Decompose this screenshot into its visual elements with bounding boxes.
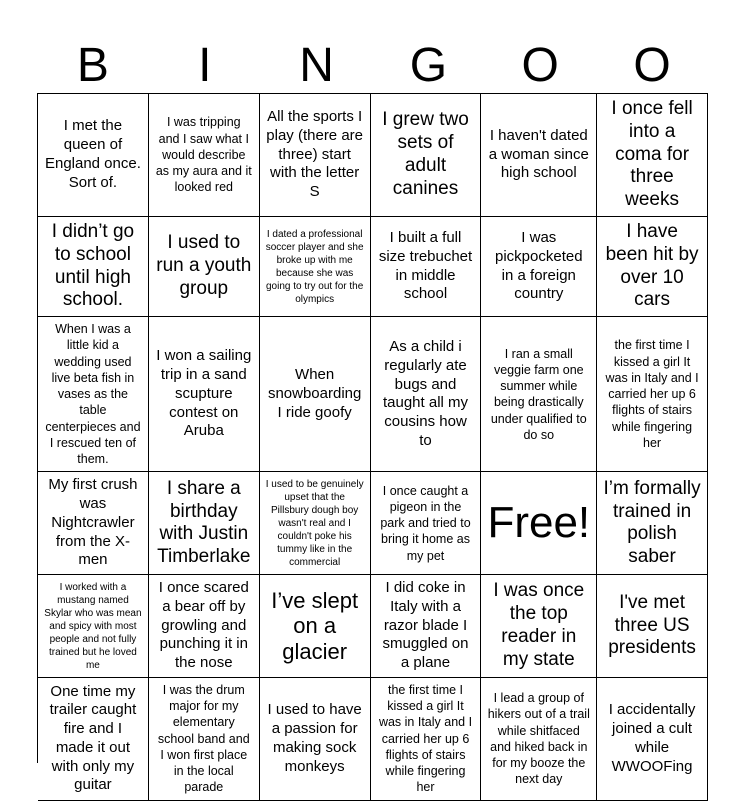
bingo-cell[interactable] bbox=[149, 317, 260, 472]
bingo-board bbox=[37, 93, 708, 795]
bingo-cell-text: I built a full size trebuchet in middle school bbox=[378, 229, 473, 303]
title-letter: I bbox=[198, 39, 212, 92]
bingo-cell[interactable] bbox=[481, 217, 597, 317]
bingo-cell[interactable] bbox=[260, 678, 371, 801]
bingo-cell-text: I dated a professional soccer player and she broke up with me because she was going to try out for the olympics bbox=[265, 228, 364, 305]
bingo-cell[interactable] bbox=[149, 678, 260, 801]
bingo-cell[interactable] bbox=[260, 217, 371, 317]
bingo-cell[interactable] bbox=[597, 678, 708, 801]
bingo-title bbox=[37, 38, 708, 94]
bingo-cell[interactable] bbox=[149, 217, 260, 317]
bingo-cell-text: I grew two sets of adult canines bbox=[382, 109, 469, 199]
bingo-cell-text: I lead a group of hikers out of a trail while shitfaced and hiked back in for my booze the next day bbox=[487, 691, 590, 787]
bingo-cell-text: I did coke in Italy with a razor blade I smuggled on a plane bbox=[382, 579, 469, 672]
bingo-cell[interactable] bbox=[38, 94, 149, 217]
bingo-cell[interactable] bbox=[260, 317, 371, 472]
bingo-cell-text: I worked with a mustang named Skylar who was mean and spicy with most people and not fully trained but he loved me bbox=[44, 581, 142, 671]
bingo-cell-text: I won a sailing trip in a sand scupture contest on Aruba bbox=[156, 347, 252, 440]
title-letter: N bbox=[299, 39, 334, 92]
title-letter: O bbox=[633, 39, 671, 92]
bingo-cell[interactable] bbox=[371, 472, 482, 575]
bingo-cell-text: I once scared a bear off by growling and punching it in the nose bbox=[158, 579, 249, 672]
bingo-cell-text: I used to have a passion for making sock monkeys bbox=[267, 701, 362, 775]
bingo-cell[interactable] bbox=[149, 472, 260, 575]
bingo-cell-text: the first time I kissed a girl It was in Italy and I carried her up 6 flights of stairs while fingering her bbox=[378, 682, 473, 795]
bingo-cell-text: I was tripping and I saw what I would describe as my aura and it looked red bbox=[155, 115, 252, 195]
bingo-cell-text: When I was a little kid a wedding used live beta fish in vases as the table centerpieces and I rescued ten of them. bbox=[45, 322, 141, 467]
bingo-cell-text: I’m formally trained in polish saber bbox=[603, 477, 701, 568]
bingo-cell[interactable] bbox=[149, 575, 260, 678]
bingo-cell[interactable] bbox=[481, 678, 597, 801]
bingo-cell-text: I’ve slept on a glacier bbox=[271, 588, 359, 664]
bingo-cell-text: I once fell into a coma for three weeks bbox=[611, 98, 693, 211]
bingo-cell-text: I haven't dated a woman since high school bbox=[488, 126, 589, 182]
bingo-cell[interactable] bbox=[597, 317, 708, 472]
bingo-cell-text: I met the queen of England once. Sort of. bbox=[44, 117, 141, 191]
bingo-cell[interactable] bbox=[597, 575, 708, 678]
bingo-cell-text: I used to be genuinely upset that the Pillsbury dough boy wasn't real and I couldn't poke his tummy like in the commercial bbox=[265, 478, 364, 568]
bingo-cell-text: I was the drum major for my elementary school band and I won first place in the local parade bbox=[157, 682, 250, 795]
bingo-cell-text: I ran a small veggie farm one summer while being drastically under qualified to do so bbox=[490, 346, 587, 442]
bingo-cell-text: the first time I kissed a girl It was in Italy and I carried her up 6 flights of stairs while fingering her bbox=[605, 338, 699, 450]
free-space-cell[interactable] bbox=[481, 472, 597, 575]
bingo-cell[interactable] bbox=[597, 94, 708, 217]
bingo-cell-text: All the sports I play (there are three) start with the letter S bbox=[266, 108, 363, 201]
bingo-cell[interactable] bbox=[371, 317, 482, 472]
bingo-cell[interactable] bbox=[481, 317, 597, 472]
bingo-cell[interactable] bbox=[371, 575, 482, 678]
bingo-cell[interactable] bbox=[371, 217, 482, 317]
bingo-cell[interactable] bbox=[38, 317, 149, 472]
bingo-cell-text: One time my trailer caught fire and I made it out with only my guitar bbox=[49, 682, 137, 794]
bingo-cell-text: Free! bbox=[487, 498, 591, 548]
title-letter: O bbox=[521, 39, 559, 92]
bingo-cell[interactable] bbox=[260, 575, 371, 678]
bingo-cell-text: I once caught a pigeon in the park and tried to bring it home as my pet bbox=[380, 483, 471, 563]
bingo-cell[interactable] bbox=[597, 217, 708, 317]
bingo-cell-text: I was once the top reader in my state bbox=[493, 580, 585, 670]
bingo-cell-text: I've met three US presidents bbox=[608, 591, 696, 659]
bingo-cell[interactable] bbox=[38, 575, 149, 678]
bingo-cell-text: My first crush was Nightcrawler from the X-men bbox=[48, 476, 138, 569]
bingo-cell[interactable] bbox=[260, 94, 371, 217]
bingo-cell-text: I have been hit by over 10 cars bbox=[605, 220, 699, 311]
bingo-cell[interactable] bbox=[371, 94, 482, 217]
title-letter: G bbox=[409, 39, 448, 92]
bingo-cell[interactable] bbox=[597, 472, 708, 575]
bingo-cell[interactable] bbox=[481, 94, 597, 217]
bingo-cell[interactable] bbox=[149, 94, 260, 217]
bingo-cell-text: As a child i regularly ate bugs and taught all my cousins how to bbox=[382, 338, 469, 449]
bingo-cell[interactable] bbox=[260, 472, 371, 575]
bingo-cell[interactable] bbox=[38, 472, 149, 575]
bingo-cell[interactable] bbox=[38, 678, 149, 801]
bingo-cell-text: I used to run a youth group bbox=[156, 232, 252, 299]
title-letter: B bbox=[76, 39, 109, 92]
bingo-cell-text: When snowboarding I ride goofy bbox=[267, 366, 362, 421]
bingo-cell-text: I accidentally joined a cult while WWOOFing bbox=[608, 701, 696, 775]
bingo-cell[interactable] bbox=[481, 575, 597, 678]
bingo-cell-text: I didn’t go to school until high school. bbox=[51, 220, 135, 311]
bingo-cell[interactable] bbox=[38, 217, 149, 317]
bingo-cell-text: I share a birthday with Justin Timberlake bbox=[157, 477, 251, 568]
bingo-cell[interactable] bbox=[371, 678, 482, 801]
bingo-cell-text: I was pickpocketed in a foreign country bbox=[495, 229, 583, 303]
